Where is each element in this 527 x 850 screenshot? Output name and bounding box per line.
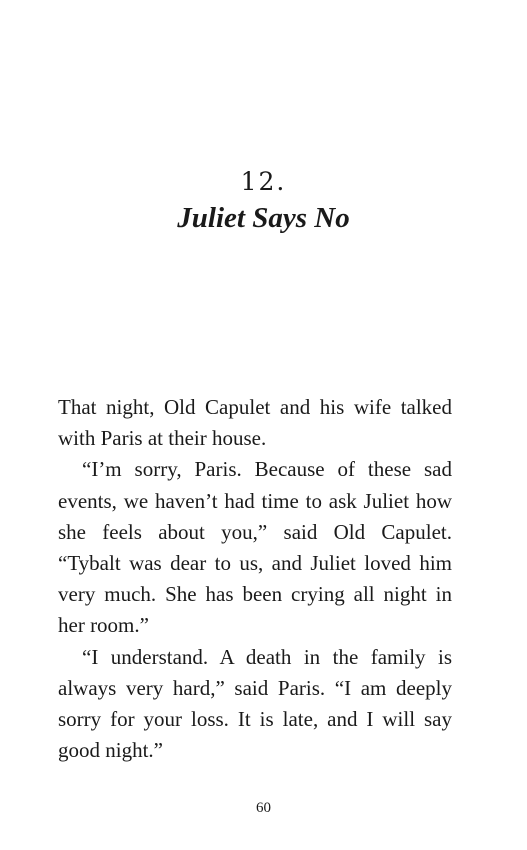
paragraph: “I understand. A death in the family is always very hard,” said Paris. “I am deeply sorry for your loss. It is late, and I will say good night.” — [58, 644, 452, 763]
chapter-body — [58, 392, 452, 766]
paragraph: That night, Old Capulet and his wife talked with Paris at their house. — [58, 395, 452, 451]
paragraph: “I’m sorry, Paris. Because of these sad events, we haven’t had time to ask Juliet how she feels about you,” said Old Capulet. “Tybalt was dear to us, and Juliet loved him very much. She has been crying all night in her room.” — [58, 457, 452, 638]
chapter-title: Juliet Says No — [177, 202, 350, 234]
chapter-number: 12. — [240, 167, 287, 196]
page-number: 60 — [256, 800, 271, 816]
